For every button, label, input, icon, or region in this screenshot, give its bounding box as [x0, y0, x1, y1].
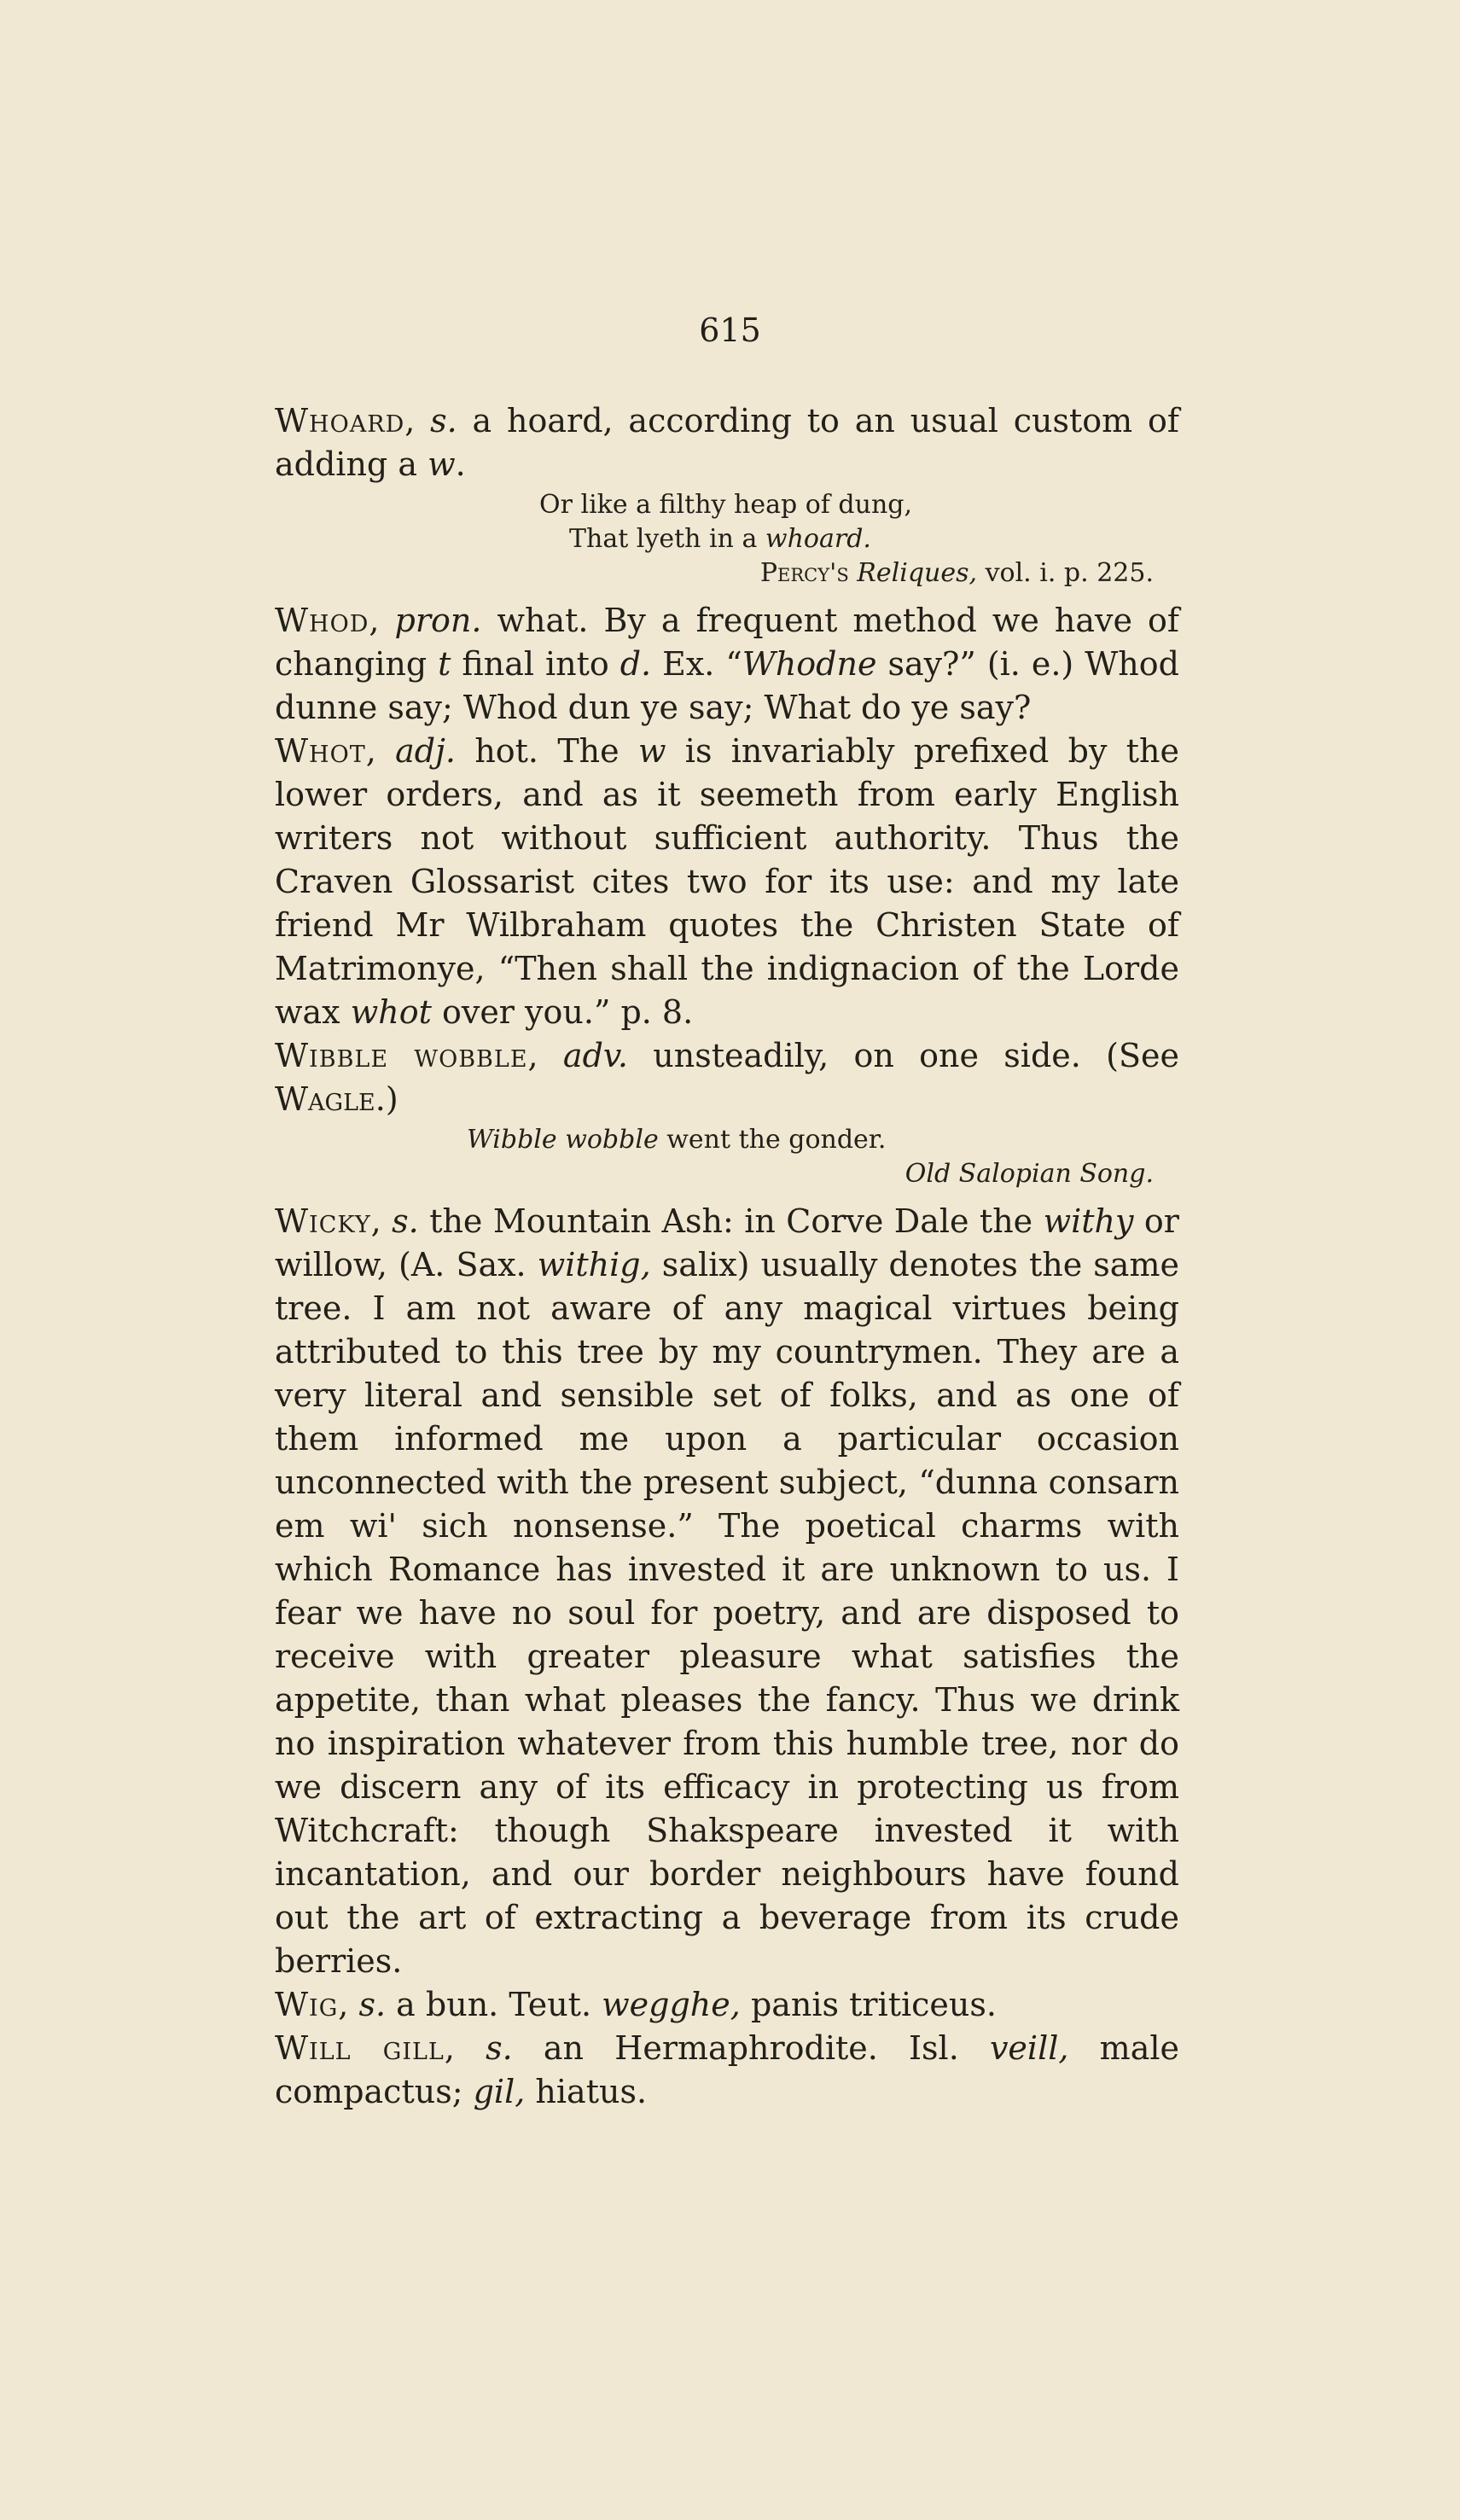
- definition-italic: whot: [350, 993, 432, 1031]
- definition: or willow, (A. Sax.: [275, 1202, 1179, 1283]
- glossary-text: [275, 399, 1179, 2114]
- part-of-speech: s.: [430, 402, 457, 439]
- definition-italic: veill,: [989, 2029, 1069, 2067]
- quotation-text: went the gonder.: [666, 1125, 887, 1155]
- source-author: Percy's: [759, 558, 849, 588]
- quotation-line: [275, 1123, 1179, 1157]
- part-of-speech: adj.: [395, 732, 456, 770]
- definition: panis triticeus.: [750, 1986, 997, 2023]
- part-of-speech: s.: [358, 1986, 387, 2023]
- definition-italic: withy: [1043, 1202, 1134, 1240]
- quotation-italic: Wibble wobble: [467, 1125, 659, 1155]
- definition-italic: wegghe,: [602, 1986, 741, 2023]
- definition: Ex. “: [662, 645, 742, 683]
- definition: salix) usually denotes the same tree. I am not aware of any magical virtues being attributed to this tree by my countrymen. They are a very literal and sensible set of folks, and as one of them informed me upon a particular occasion unconnected with the present subject, “dunna consarn em wi' sich nonsense.” The poetical charms with which Romance has invested it are unknown to us. I fear we have no soul for poetry, and are disposed to receive with greater pleasure what satisfies the appetite, than what pleases the fancy. Thus we drink no inspiration whatever from this humble tree, nor do we discern any of its efficacy in protecting us from Witchcraft: though Shakspeare invested it with incantation, and our border neighbours have found out the art of extracting a beverage from its crude berries.: [275, 1246, 1179, 1980]
- quotation-source: [275, 556, 1179, 591]
- definition: what. By a frequent method we have of changing: [275, 602, 1179, 683]
- definition-italic: Whodne: [742, 645, 877, 683]
- definition: hot. The: [474, 732, 619, 770]
- quotation-text: That lyeth in a: [569, 524, 758, 554]
- quotation-line: Or like a filthy heap of dung,: [539, 490, 913, 520]
- entry-wicky: Wicky, s. the Mountain Ash: in Corve Dale the withy or willow, (A. Sax. withig, salix) usually denotes the same tree. I am not aware of any magical virtues being attributed to this tree by my countrymen. They are a very literal and sensible set of folks, and as one of them informed me upon a particular occasion unconnected with the present subject, “dunna consarn em wi' sich nonsense.” The poetical charms with which Romance has invested it are unknown to us. I fear we have no soul for poetry, and are disposed to receive with greater pleasure what satisfies the appetite, than what pleases the fancy. Thus we drink no inspiration whatever from this humble tree, nor do we discern any of its efficacy in protecting us from Witchcraft: though Shakspeare invested it with incantation, and our border neighbours have found out the art of extracting a beverage from its crude berries.: [275, 1202, 1179, 1980]
- definition: .: [455, 445, 466, 483]
- headword: Whoard: [275, 402, 405, 439]
- entry-wibble-wobble: Wibble wobble, adv. unsteadily, on one side. (See Wagle.): [275, 1037, 1179, 1118]
- definition-italic: d.: [619, 645, 652, 683]
- entry-whod: Whod, pron. what. By a frequent method we have of changing t final into d. Ex. “Whodne say?” (i. e.) Whod dunne say; Whod dun ye say; What do ye say?: [275, 602, 1179, 726]
- cross-reference: Wagle.: [275, 1080, 386, 1118]
- part-of-speech: s.: [486, 2029, 513, 2067]
- part-of-speech: adv.: [562, 1037, 628, 1074]
- headword: Wig: [275, 1986, 339, 2023]
- definition: say?” (i. e.) Whod dunne say; Whod dun ye say; What do ye say?: [275, 645, 1179, 726]
- headword: Whot: [275, 732, 366, 770]
- definition: is invariably prefixed by the lower orders, and as it seemeth from early English writers not without sufficient authority. Thus the Craven Glossarist cites two for its use: and my late friend Mr Wilbraham quotes the Christen State of Matrimonye, “Then shall the indignacion of the Lorde wax: [275, 732, 1179, 1031]
- page-number: 615: [699, 311, 761, 349]
- definition: a bun. Teut.: [396, 1986, 592, 2023]
- definition-italic: gil,: [473, 2073, 526, 2110]
- definition: an Hermaphrodite. Isl.: [543, 2029, 959, 2067]
- definition-italic: w: [428, 445, 456, 483]
- quotation-line: [275, 522, 1179, 556]
- source-title: Reliques,: [857, 558, 978, 588]
- quotation-block: [275, 488, 1179, 591]
- definition: unsteadily, on one side. (See: [653, 1037, 1179, 1074]
- entry-will-gill: Will gill, s. an Hermaphrodite. Isl. veill, male compactus; gil, hiatus.: [275, 2029, 1179, 2110]
- entry-whot: Whot, adj. hot. The w is invariably prefixed by the lower orders, and as it seemeth from early English writers not without sufficient authority. Thus the Craven Glossarist cites two for its use: and my late friend Mr Wilbraham quotes the Christen State of Matrimonye, “Then shall the indignacion of the Lorde wax whot over you.” p. 8.: [275, 732, 1179, 1031]
- quotation-italic: whoard.: [765, 524, 871, 554]
- definition: over you.” p. 8.: [441, 993, 694, 1031]
- headword: Wicky: [275, 1202, 371, 1240]
- headword: Wibble wobble: [275, 1037, 528, 1074]
- definition: hiatus.: [535, 2073, 648, 2110]
- definition-italic: w: [637, 732, 666, 770]
- definition: a hoard, according to an usual custom of adding a: [275, 402, 1179, 483]
- entry-whoard: Whoard, s. a hoard, according to an usual custom of adding a w.: [275, 402, 1179, 483]
- headword: Whod: [275, 602, 369, 639]
- part-of-speech: s.: [392, 1202, 419, 1240]
- entry-wig: Wig, s. a bun. Teut. wegghe, panis triticeus.: [275, 1986, 997, 2023]
- quotation-source: Old Salopian Song.: [905, 1159, 1154, 1189]
- source-reference: vol. i. p. 225.: [985, 558, 1154, 588]
- part-of-speech: pron.: [394, 602, 482, 639]
- definition-italic: t: [438, 645, 451, 683]
- definition: male compactus;: [275, 2029, 1179, 2110]
- headword: Will gill: [275, 2029, 445, 2067]
- quotation-block: [275, 1123, 1179, 1191]
- definition: final into: [462, 645, 609, 683]
- definition: the Mountain Ash: in Corve Dale the: [429, 1202, 1033, 1240]
- definition-italic: withig,: [537, 1246, 651, 1283]
- definition: ): [385, 1080, 398, 1118]
